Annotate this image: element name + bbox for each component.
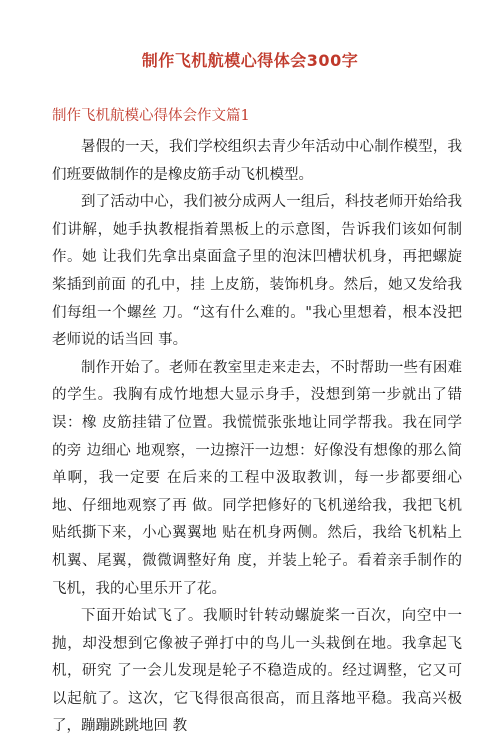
paragraph-4: 下面开始试飞了。我顺时针转动螺旋桨一百次，向空中一抛，却没想到它像被子弹打中的鸟儿一头栽倒在地。我拿起飞机，研究 了一会儿发现是轮子不稳造成的。经过调整，它又可以起航了。这次，它飞得很高很高，而且落地平稳。我高兴极了，蹦蹦跳跳地回 教 (52, 608, 462, 735)
article-body (52, 134, 462, 741)
section-heading: 制作飞机航模心得体会作文篇1 (52, 108, 250, 124)
paragraph-3: 制作开始了。老师在教室里走来走去，不时帮助一些有困难的学生。我胸有成竹地想大显示身手，没想到第一步就出了错误：橡 皮筋挂错了位置。我慌慌张张地让同学帮我。我在同学的旁 边细心 地观察，一边擦汗一边想：好像没有想像的那么简单啊，我一定要 在后来的工程中汲取教训，每一步都要细心地、仔细地观察了再 做。同学把修好的飞机递给我，我把飞机贴纸撕下来，小心翼翼地 贴在机身两侧。然后，我给飞机粘上机翼、尾翼，微微调整好角 度，并装上轮子。看着亲手制作的飞机，我的心里乐开了花。 (52, 359, 462, 597)
paragraph-2: 到了活动中心，我们被分成两人一组后，科技老师开始给我们讲解，她手执教棍指着黑板上的示意图，告诉我们该如何制作。她 让我们先拿出桌面盒子里的泡沫凹槽状机身，再把螺旋桨插到前面 的孔中，挂 上皮筋，装饰机身。然后，她又发给我们每组一个螺丝 刀。“这有什么难的。"我心里想着，根本没把老师说的话当回 事。 (52, 194, 462, 349)
paragraph-1: 暑假的一天，我们学校组织去青少年活动中心制作模型，我们班要做制作的是橡皮筋手动飞机模型。 (52, 139, 462, 183)
document-title: 制作飞机航模心得体会300字 (141, 51, 359, 70)
